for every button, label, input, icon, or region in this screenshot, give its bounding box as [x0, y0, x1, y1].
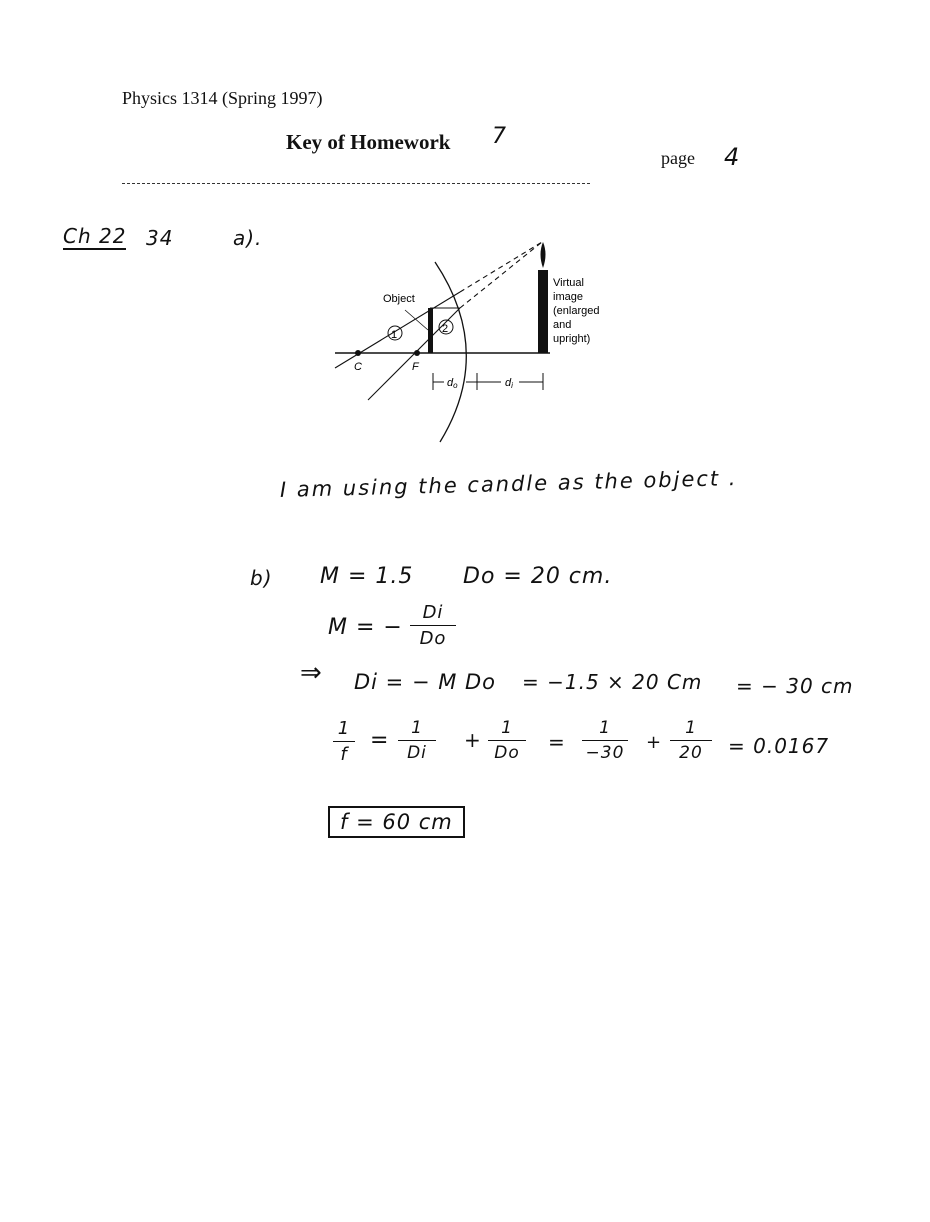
svg-text:image: image — [553, 291, 583, 303]
header-divider — [122, 183, 590, 184]
one-over-minus-30: 1 −30 — [582, 718, 628, 763]
magnification-numerator: Di — [422, 602, 444, 623]
plus-1: + — [464, 728, 482, 752]
part-a-label: a). — [233, 226, 263, 250]
image-flame — [541, 242, 546, 268]
svg-text:(enlarged: (enlarged — [553, 305, 600, 317]
homework-title: Key of Homework — [286, 130, 451, 154]
page-label: page — [661, 148, 695, 168]
mirror-diagram — [320, 230, 620, 450]
plus-2: + — [646, 732, 663, 753]
problem-number: 34 — [146, 226, 174, 250]
ray-1-number: 1 — [391, 329, 398, 341]
reciprocal-focal-value: = 0.0167 — [728, 734, 830, 758]
image-label — [553, 277, 599, 345]
di-label: di — [505, 377, 513, 390]
equals-2: = — [548, 730, 566, 754]
ray-1-dashed — [460, 242, 542, 292]
svg-text:upright): upright) — [553, 333, 591, 345]
point-f-label: F — [412, 361, 419, 373]
object-candle — [428, 308, 433, 353]
point-c-label: C — [354, 361, 362, 373]
chapter-label: Ch 22 — [63, 224, 127, 248]
given-magnification: M = 1.5 — [320, 564, 414, 589]
svg-text:Virtual: Virtual — [553, 277, 584, 289]
solution-note: I am using the candle as the object . — [279, 466, 738, 502]
page-number: 4 — [724, 143, 741, 171]
one-over-di: 1 Di — [398, 718, 436, 763]
magnification-formula-lhs: M = − — [328, 615, 403, 640]
do-label: do — [447, 377, 458, 390]
ray-2-number: 2 — [442, 323, 449, 335]
image-distance-result: = − 30 cm — [736, 674, 854, 698]
homework-number: 7 — [492, 124, 507, 149]
one-over-do: 1 Do — [488, 718, 526, 763]
one-over-20: 1 20 — [670, 718, 712, 763]
image-distance-calc: = −1.5 × 20 Cm — [522, 670, 703, 694]
magnification-denominator: Do — [419, 628, 447, 649]
image-candle — [538, 270, 548, 353]
svg-text:and: and — [553, 319, 572, 331]
equals-1: = — [370, 728, 390, 753]
implies-arrow: ⇒ — [300, 658, 323, 688]
given-object-distance: Do = 20 cm. — [463, 564, 613, 589]
course-title: Physics 1314 (Spring 1997) — [122, 88, 323, 108]
part-b-label: b) — [250, 566, 273, 590]
ray-2-dashed — [460, 242, 542, 308]
one-over-f: 1 f — [333, 718, 355, 765]
concave-mirror — [435, 262, 466, 442]
image-distance-formula: Di = − M Do — [354, 670, 497, 694]
object-label: Object — [383, 293, 415, 305]
magnification-fraction — [410, 602, 456, 649]
final-answer-box: f = 60 cm — [328, 806, 465, 838]
